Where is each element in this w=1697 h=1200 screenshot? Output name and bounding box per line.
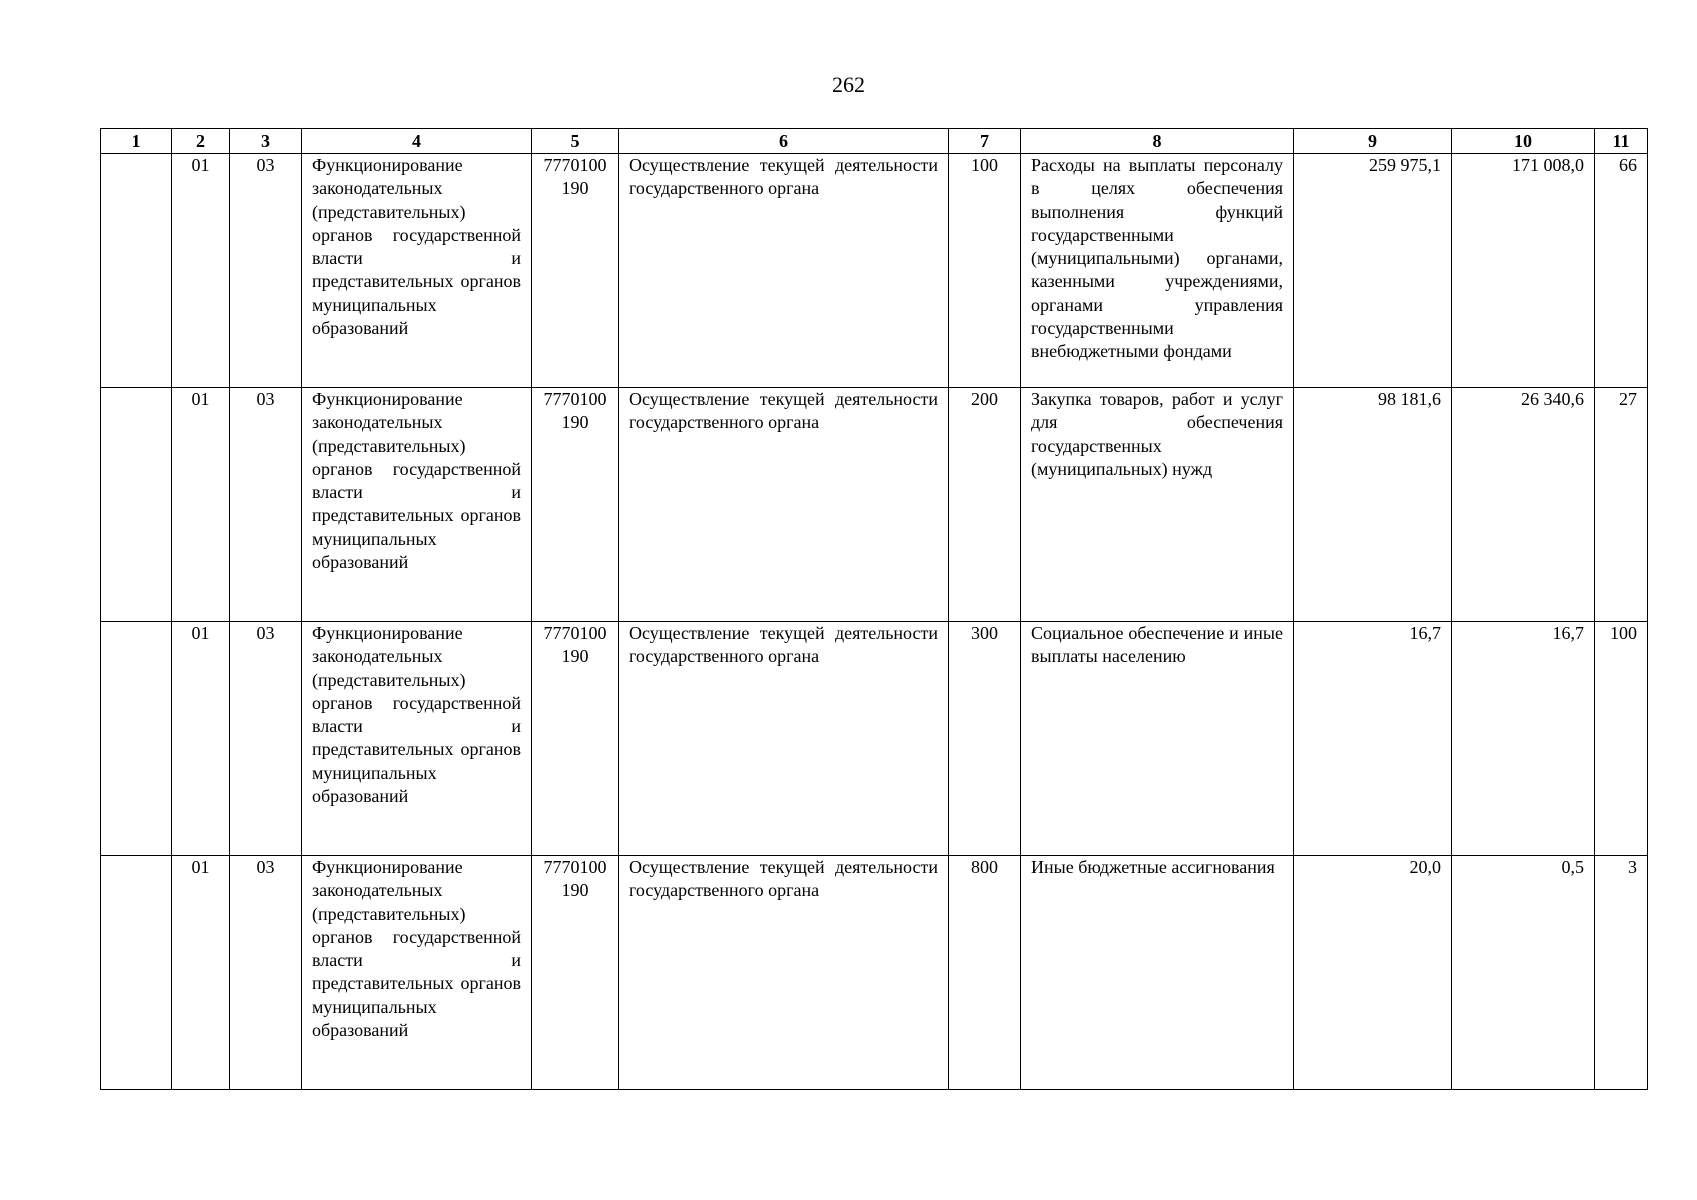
cell-actual-amount: 16,7 [1452,622,1595,856]
cell-expense-code: 200 [949,388,1021,622]
cell-target-name: Осуществление текущей деятельности государственного органа [619,622,949,856]
cell-target-code: 7770100190 [532,154,619,388]
cell-subsection: 03 [230,622,302,856]
cell-target-name: Осуществление текущей деятельности государственного органа [619,154,949,388]
cell-target-code: 7770100190 [532,622,619,856]
cell-section-name: Функционирование законодательных (представительных) органов государственной власти и представительных органов муниципальных образований [302,388,532,622]
cell-percent: 27 [1595,388,1648,622]
cell-col-1 [101,388,172,622]
cell-target-name: Осуществление текущей деятельности государственного органа [619,388,949,622]
cell-expense-name: Закупка товаров, работ и услуг для обеспечения государственных (муниципальных) нужд [1021,388,1294,622]
column-header: 5 [532,129,619,154]
cell-subsection: 03 [230,154,302,388]
cell-expense-name: Иные бюджетные ассигнования [1021,856,1294,1090]
cell-plan-amount: 20,0 [1294,856,1452,1090]
table-row [101,154,1648,388]
cell-percent: 100 [1595,622,1648,856]
cell-plan-amount: 98 181,6 [1294,388,1452,622]
column-header: 7 [949,129,1021,154]
cell-expense-code: 300 [949,622,1021,856]
table-row [101,388,1648,622]
cell-target-code: 7770100190 [532,856,619,1090]
cell-section-name: Функционирование законодательных (представительных) органов государственной власти и представительных органов муниципальных образований [302,622,532,856]
column-header: 2 [172,129,230,154]
column-header: 4 [302,129,532,154]
column-header: 6 [619,129,949,154]
table-row [101,622,1648,856]
cell-target-code: 7770100190 [532,388,619,622]
cell-target-name: Осуществление текущей деятельности государственного органа [619,856,949,1090]
column-header: 8 [1021,129,1294,154]
cell-percent: 3 [1595,856,1648,1090]
cell-col-1 [101,622,172,856]
header-row [101,129,1648,154]
cell-section: 01 [172,622,230,856]
cell-section-name: Функционирование законодательных (представительных) органов государственной власти и представительных органов муниципальных образований [302,856,532,1090]
cell-plan-amount: 16,7 [1294,622,1452,856]
column-header: 10 [1452,129,1595,154]
page-number: 262 [832,72,865,97]
cell-subsection: 03 [230,856,302,1090]
cell-actual-amount: 0,5 [1452,856,1595,1090]
cell-expense-code: 800 [949,856,1021,1090]
cell-col-1 [101,856,172,1090]
cell-actual-amount: 171 008,0 [1452,154,1595,388]
column-header: 9 [1294,129,1452,154]
cell-section: 01 [172,154,230,388]
cell-col-1 [101,154,172,388]
cell-section: 01 [172,388,230,622]
cell-subsection: 03 [230,388,302,622]
column-header: 3 [230,129,302,154]
cell-percent: 66 [1595,154,1648,388]
column-header: 11 [1595,129,1648,154]
cell-actual-amount: 26 340,6 [1452,388,1595,622]
cell-section: 01 [172,856,230,1090]
cell-section-name: Функционирование законодательных (представительных) органов государственной власти и представительных органов муниципальных образований [302,154,532,388]
budget-table [100,128,1648,1090]
cell-expense-code: 100 [949,154,1021,388]
column-header: 1 [101,129,172,154]
cell-expense-name: Социальное обеспечение и иные выплаты населению [1021,622,1294,856]
cell-expense-name: Расходы на выплаты персоналу в целях обеспечения выполнения функций государственными (муниципальными) органами, казенными учреждениями, органами управления государственными внебюджетными фондами [1021,154,1294,388]
table-row [101,856,1648,1090]
cell-plan-amount: 259 975,1 [1294,154,1452,388]
